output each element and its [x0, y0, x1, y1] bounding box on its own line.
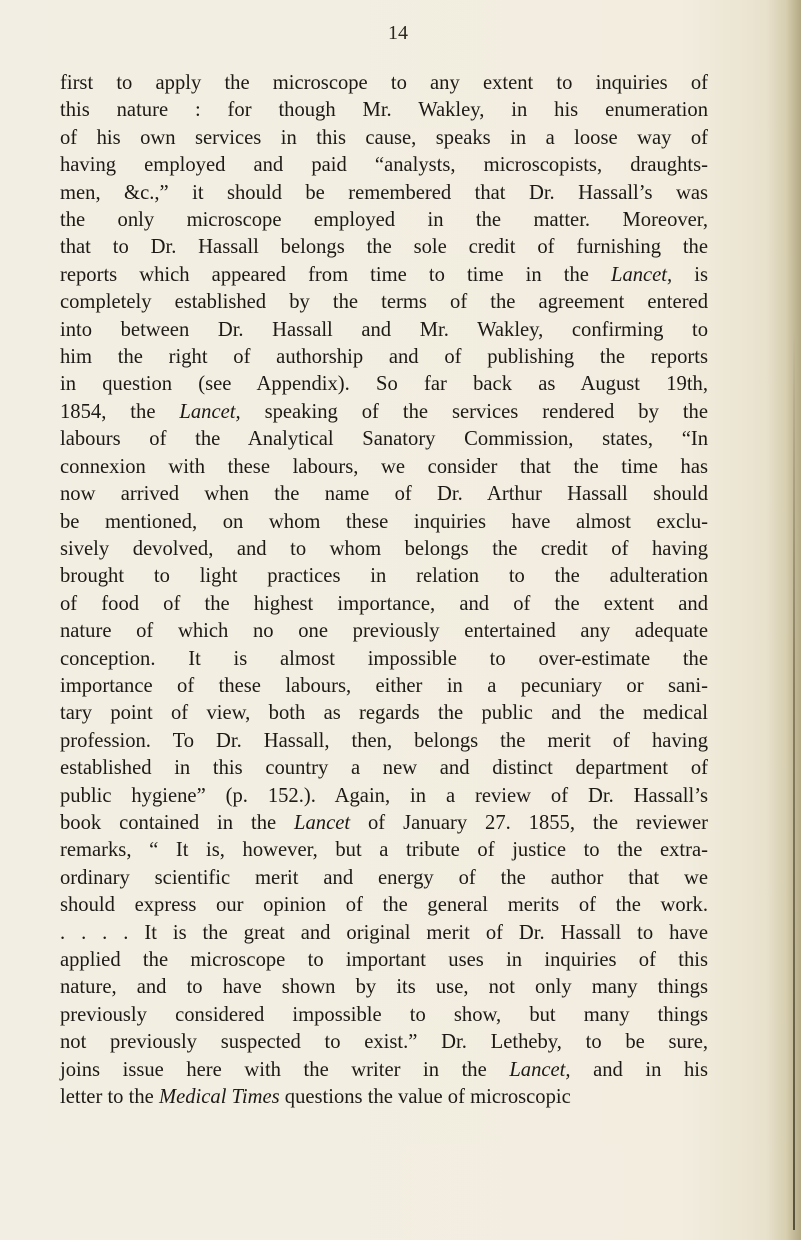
text-line [60, 481, 708, 508]
text-segment: that to Dr. Hassall belongs the sole credit of furnishing the [60, 236, 708, 259]
text-line [60, 289, 708, 316]
text-segment: book contained in the [60, 811, 295, 834]
text-segment: remarks, “ It is, however, but a tribute of justice to the extra- [60, 839, 708, 862]
text-line [60, 454, 708, 481]
text-line [60, 947, 708, 974]
text-line [60, 755, 708, 782]
text-line [60, 1057, 708, 1084]
text-segment: in question (see Appendix). So far back as August 19th, [60, 373, 708, 396]
text-line [60, 920, 708, 947]
text-segment: completely established by the terms of the agreement entered [60, 291, 708, 314]
page-edge-shadow [767, 0, 801, 1240]
text-segment: applied the microscope to important uses in inquiries of this [60, 949, 708, 971]
text-line [60, 371, 708, 398]
text-line [60, 974, 708, 1001]
text-segment: the only microscope employed in the matter. Moreover, [60, 209, 708, 232]
text-line [60, 262, 708, 289]
body-paragraph [60, 70, 708, 1111]
text-segment: sively devolved, and to whom belongs the credit of having [60, 537, 708, 560]
text-line [60, 591, 708, 618]
page-number: 14 [388, 22, 408, 44]
text-line [60, 180, 708, 207]
italic-title: Medical Times [158, 1086, 280, 1109]
text-line [60, 783, 708, 810]
text-segment: reports which appeared from time to time in the [60, 263, 611, 286]
text-line [60, 646, 708, 673]
text-segment: this nature : for though Mr. Wakley, in his enumeration [60, 99, 708, 122]
text-segment: ordinary scientific merit and energy of the author that we [60, 866, 708, 889]
text-segment: nature of which no one previously entertained any adequate [60, 620, 708, 643]
text-segment: connexion with these labours, we consider that the time has [60, 455, 708, 478]
text-segment: having employed and paid “analysts, microscopists, draughts- [60, 154, 708, 177]
text-segment: . . . . It is the great and original merit of Dr. Hassall to have [60, 921, 708, 944]
text-segment: of January 27. 1855, the reviewer [350, 811, 709, 834]
text-segment: questions the value of microscopic [279, 1086, 571, 1109]
text-line [60, 1084, 708, 1111]
text-line [60, 892, 708, 919]
text-segment: speaking of the services rendered by the [240, 400, 708, 423]
italic-title: Lancet [294, 811, 351, 834]
text-line [60, 563, 708, 590]
text-segment: not previously suspected to exist.” Dr. Letheby, to be sure, [60, 1031, 708, 1054]
text-line [60, 207, 708, 234]
italic-title: Lancet, [509, 1058, 571, 1081]
text-line [60, 618, 708, 645]
text-segment: first to apply the microscope to any extent to inquiries of [60, 72, 708, 94]
text-segment: him the right of authorship and of publishing the reports [60, 346, 708, 369]
text-line [60, 234, 708, 261]
text-segment: tary point of view, both as regards the public and the medical [60, 702, 708, 725]
text-line [60, 399, 708, 426]
italic-title: Lancet, [610, 263, 673, 286]
text-segment: men, &c.,” it should be remembered that Dr. Hassall’s was [60, 181, 708, 204]
text-segment: previously considered impossible to show, but many things [60, 1003, 708, 1026]
text-line [60, 810, 708, 837]
text-line [60, 700, 708, 727]
text-line [60, 317, 708, 344]
italic-title: Lancet, [179, 400, 241, 423]
text-line [60, 1029, 708, 1056]
text-line [60, 97, 708, 124]
text-segment: of his own services in this cause, speaks in a loose way of [60, 126, 708, 149]
text-segment: established in this country a new and distinct department of [60, 757, 708, 780]
text-segment: conception. It is almost impossible to over-estimate the [60, 647, 708, 670]
text-segment: brought to light practices in relation to the adulteration [60, 565, 708, 588]
text-segment: 1854, the [60, 400, 180, 423]
text-line [60, 536, 708, 563]
text-segment: profession. To Dr. Hassall, then, belongs the merit of having [60, 729, 708, 752]
text-line [60, 673, 708, 700]
text-line [60, 509, 708, 536]
page-edge-line [793, 330, 795, 1230]
text-segment: importance of these labours, either in a pecuniary or sani- [60, 674, 708, 697]
text-segment: be mentioned, on whom these inquiries have almost exclu- [60, 510, 708, 533]
text-segment: now arrived when the name of Dr. Arthur Hassall should [60, 483, 708, 506]
text-segment: letter to the [60, 1086, 159, 1109]
text-line [60, 70, 708, 97]
text-segment: and in his [570, 1058, 708, 1081]
text-segment: should express our opinion of the general merits of the work. [60, 894, 708, 917]
text-line [60, 1002, 708, 1029]
text-line [60, 344, 708, 371]
text-segment: into between Dr. Hassall and Mr. Wakley, confirming to [60, 318, 708, 341]
text-line [60, 865, 708, 892]
text-line [60, 426, 708, 453]
text-line [60, 152, 708, 179]
text-segment: nature, and to have shown by its use, not only many things [60, 976, 708, 999]
text-line [60, 837, 708, 864]
text-segment: joins issue here with the writer in the [60, 1058, 510, 1081]
text-segment: is [672, 263, 709, 286]
text-segment: of food of the highest importance, and of the extent and [60, 592, 708, 615]
text-line [60, 728, 708, 755]
text-segment: labours of the Analytical Sanatory Commission, states, “In [60, 428, 708, 451]
text-segment: public hygiene” (p. 152.). Again, in a review of Dr. Hassall’s [60, 784, 708, 807]
text-line [60, 125, 708, 152]
